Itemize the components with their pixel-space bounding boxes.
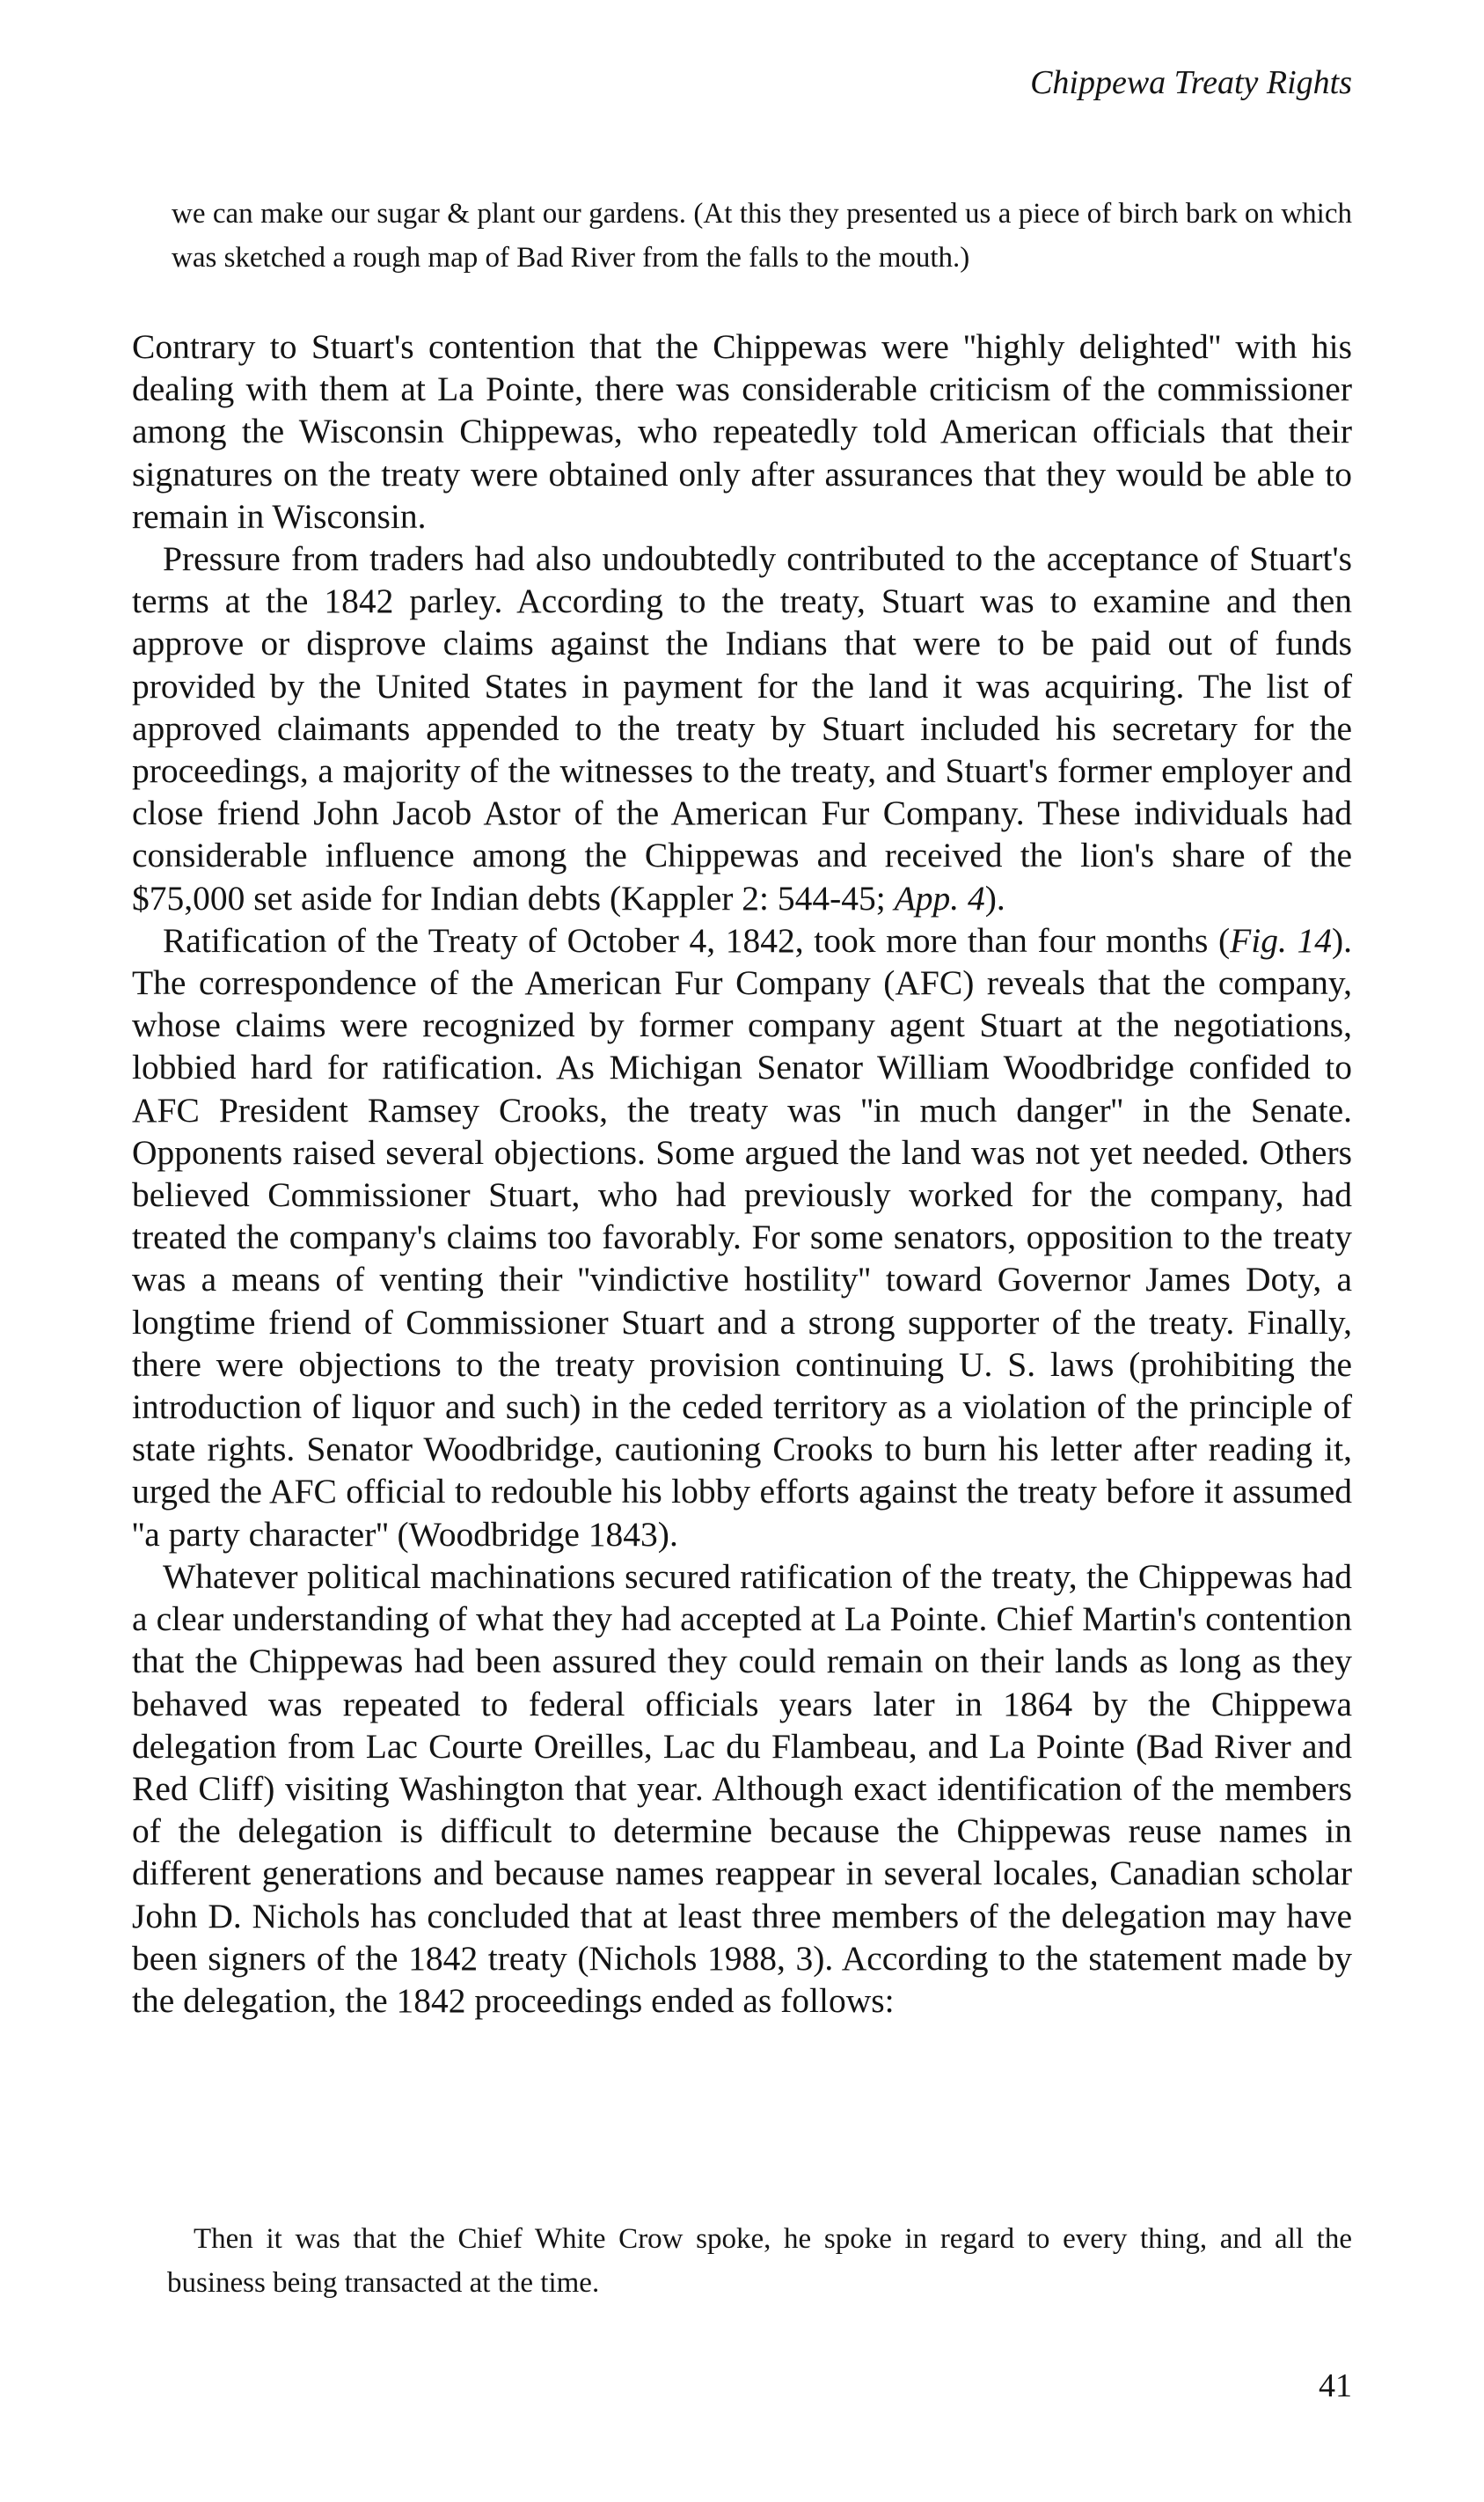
appendix-reference: App. 4 [894,878,985,918]
running-head: Chippewa Treaty Rights [1030,64,1352,101]
block-quote-bottom-text: Then it was that the Chief White Crow spoke, he spoke in regard to every thing, and all the business being transacted at the time. [167,2223,1352,2299]
paragraph-2 [132,538,1352,919]
body-text [132,326,1352,2022]
page-number: 41 [1319,2367,1352,2404]
figure-reference: Fig. 14 [1230,920,1332,960]
block-quote-top: we can make our sugar & plant our gardens. (At this they presented us a piece of birch bark on which was sketched a rough map of Bad River from the falls to the mouth.) [172,198,1352,274]
paragraph-3-text: ). The correspondence of the American Fur Company (AFC) reveals that the company, whose claims were recognized by former company agent Stuart at the negotiations, lobbied hard for ratification. As Michigan Senator William Woodbridge confided to AFC President Ramsey Crooks, the treaty was ''in much danger'' in the Senate. Opponents raised several objections. Some argued the land was not yet needed. Others believed Commissioner Stuart, who had previously worked for the company, had treated the company's claims too favorably. For some senators, opposition to the treaty was a means of venting their ''vindictive hostility'' toward Governor James Doty, a longtime friend of Commissioner Stuart and a strong supporter of the treaty. Finally, there were objections to the treaty provision continuing U. S. laws (prohibiting the introduction of liquor and such) in the ceded territory as a violation of the principle of state rights. Senator Woodbridge, cautioning Crooks to burn his letter after reading it, urged the AFC official to redouble his lobby efforts against the treaty before it assumed ''a party character'' (Woodbridge 1843). [132,920,1353,1554]
paragraph-2-end: ). [984,878,1005,918]
paragraph-4: Whatever political machinations secured ratification of the treaty, the Chippewas had a clear understanding of what they had accepted at La Pointe. Chief Martin's contention that the Chippewas had been assured they could remain on their lands as long as they behaved was repeated to federal officials years later in 1864 by the Chippewa delegation from Lac Courte Oreilles, Lac du Flambeau, and La Pointe (Bad River and Red Cliff) visiting Washington that year. Although exact identification of the members of the delegation is difficult to determine because the Chippewas reuse names in different generations and because names reappear in several locales, Canadian scholar John D. Nichols has concluded that at least three members of the delegation may have been signers of the 1842 treaty (Nichols 1988, 3). According to the statement made by the delegation, the 1842 proceedings ended as follows: [132,1556,1352,2020]
paragraph-3-start: Ratification of the Treaty of October 4, 1842, took more than four months ( [163,920,1231,960]
block-quote-bottom [167,2217,1352,2305]
paragraph-3 [132,919,1352,1555]
paragraph-1: Contrary to Stuart's contention that the Chippewas were ''highly delighted'' with his dealing with them at La Pointe, there was considerable criticism of the commissioner among the Wisconsin Chippewas, who repeatedly told American officials that their signatures on the treaty were obtained only after assurances that they would be able to remain in Wisconsin. [132,327,1352,536]
paragraph-2-text: Pressure from traders had also undoubtedly contributed to the acceptance of Stuart's terms at the 1842 parley. According to the treaty, Stuart was to examine and then approve or disprove claims against the Indians that were to be paid out of funds provided by the United States in payment for the land it was acquiring. The list of approved claimants appended to the treaty by Stuart included his secretary for the proceedings, a majority of the witnesses to the treaty, and Stuart's former employer and close friend John Jacob Astor of the American Fur Company. These individuals had considerable influence among the Chippewas and received the lion's share of the $75,000 set aside for Indian debts (Kappler 2: 544-45; [132,539,1352,918]
